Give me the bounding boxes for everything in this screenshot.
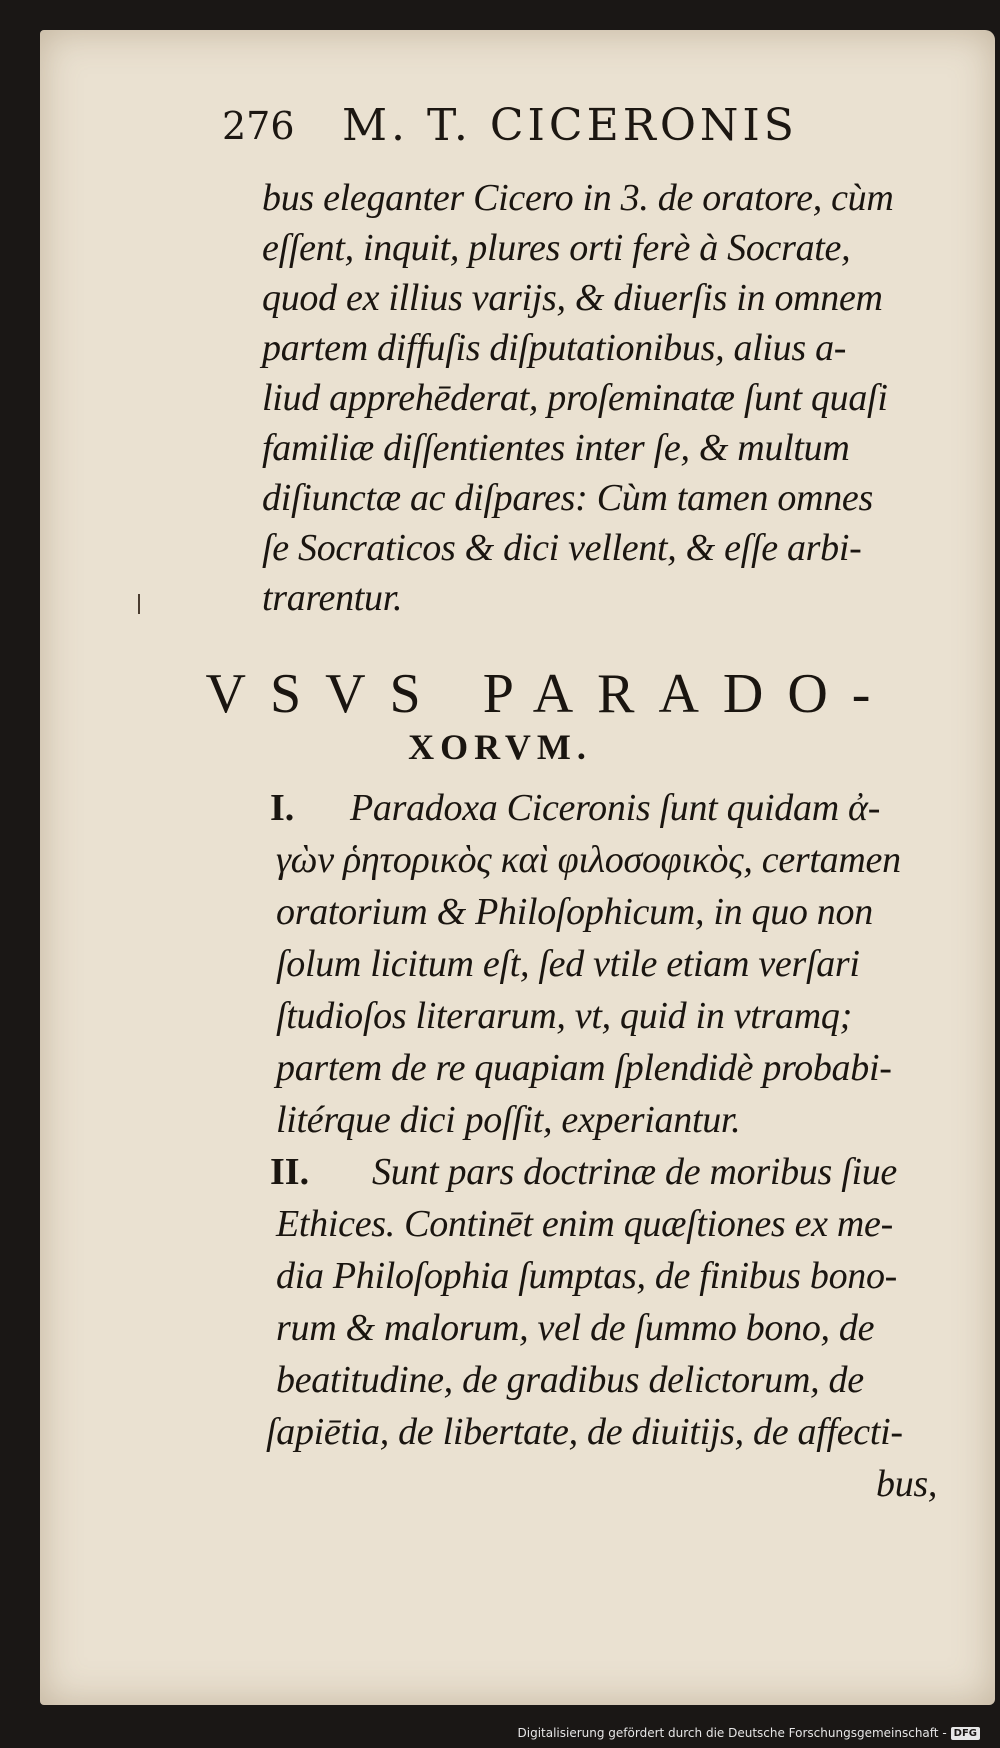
body-line: partem diffuſis diſputationibus, alius a- [262, 327, 847, 369]
footer-text: Digitalisierung gefördert durch die Deutsche Forschungsgemeinschaft - [517, 1726, 947, 1740]
running-head: M. T. CICERONIS [342, 100, 798, 151]
paragraph-line: Ethices. Continēt enim quæſtiones ex me- [276, 1203, 893, 1245]
paragraph-line: beatitudine, de gradibus delictorum, de [276, 1359, 864, 1401]
paragraph-line: partem de re quapiam ſplendidè probabi- [276, 1047, 892, 1089]
margin-mark [138, 594, 140, 614]
digitization-footer [518, 1724, 981, 1742]
body-line: bus eleganter Cicero in 3. de oratore, cùm [262, 177, 894, 219]
paragraph-line: dia Philoſophia ſumptas, de finibus bono- [276, 1255, 898, 1297]
paragraph-line: oratorium & Philoſophicum, in quo non [276, 891, 873, 933]
body-line: familiæ diſſentientes inter ſe, & multum [262, 427, 850, 469]
paragraph-numeral: II. [270, 1151, 310, 1193]
page-number: 276 [222, 104, 295, 148]
paragraph-line: ſapiētia, de libertate, de diuitijs, de affecti- [266, 1411, 903, 1453]
paragraph-line: γὼν ῥητορικὸς καὶ φιλοσοφικὸς, certamen [276, 839, 901, 881]
dfg-logo-icon: DFG [951, 1727, 980, 1740]
body-line: liud apprehēderat, proſeminatæ ſunt quaſi [262, 377, 888, 419]
paragraph-line: Paradoxa Ciceronis ſunt quidam ἀ- [350, 787, 881, 829]
paragraph-line: rum & malorum, vel de ſummo bono, de [276, 1307, 875, 1349]
paragraph-line: ſolum licitum eſt, ſed vtile etiam verſari [276, 943, 860, 985]
paragraph-line: bus, [876, 1463, 938, 1505]
section-title-line1: VSVS PARADO- [205, 663, 895, 725]
paragraph-line: ſtudioſos literarum, vt, quid in vtramq; [276, 995, 852, 1037]
body-line: ſe Socraticos & dici vellent, & eſſe arbi- [262, 527, 862, 569]
body-line: trarentur. [262, 577, 403, 619]
paragraph-line: litérque dici poſſit, experiantur. [276, 1099, 741, 1141]
body-line: eſſent, inquit, plures orti ferè à Socrate, [262, 227, 851, 269]
section-title-line2: XORVM. [408, 727, 592, 767]
page-header [222, 86, 842, 151]
paragraph-line: Sunt pars doctrinæ de moribus ſiue [372, 1151, 897, 1193]
body-line: diſiunctæ ac diſpares: Cùm tamen omnes [262, 477, 873, 519]
paragraph-numeral: I. [270, 787, 295, 829]
body-line: quod ex illius varijs, & diuerſis in omnem [262, 277, 883, 319]
